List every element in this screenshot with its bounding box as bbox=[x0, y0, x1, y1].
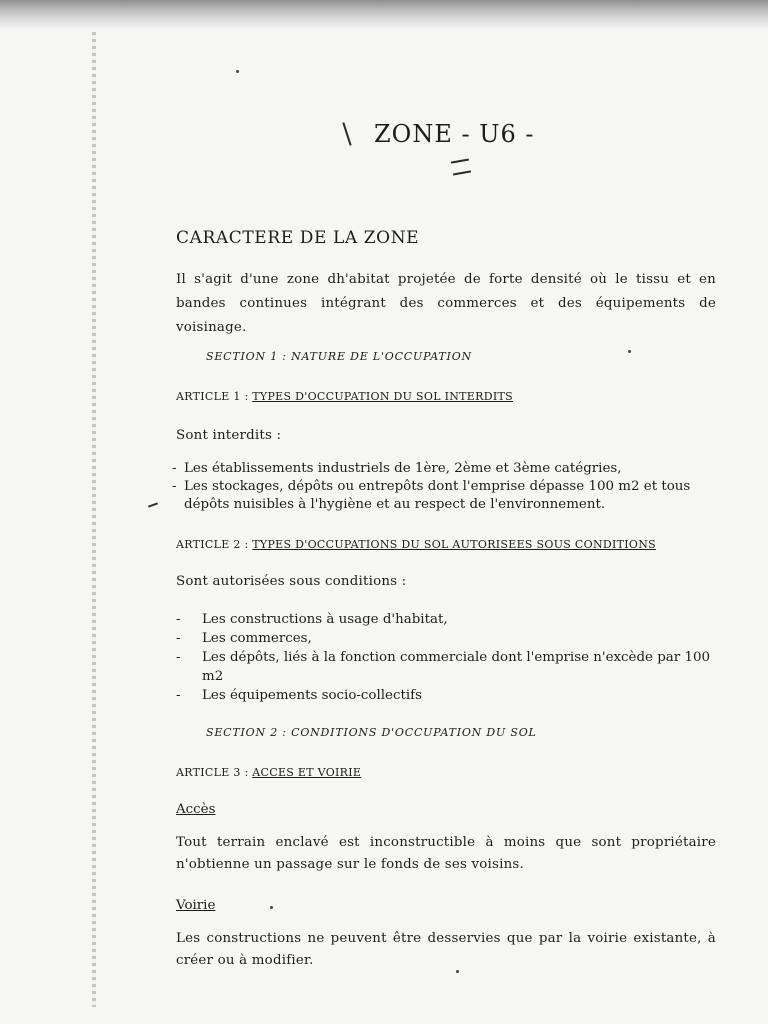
list-item: - Les stockages, dépôts ou entrepôts dont l'emprise dépasse 100 m2 et tous dépôts nuisibles à l'hygiène et au respect de l'environnement. bbox=[172, 479, 691, 512]
list-item: - Les commerces, bbox=[176, 631, 312, 646]
voirie-paragraph: Les constructions ne peuvent être desservies que par la voirie existante, à créer ou à modifier. bbox=[176, 931, 716, 968]
article-1-prefix: ARTICLE 1 : bbox=[176, 390, 253, 403]
article-2-prefix: ARTICLE 2 : bbox=[176, 538, 253, 551]
scan-binding-edge bbox=[92, 32, 96, 1007]
article-1-list bbox=[172, 460, 720, 514]
acces-paragraph: Tout terrain enclavé est inconstructible à moins que sont propriétaire n'obtienne un passage sur le fonds de ses voisins. bbox=[176, 835, 716, 872]
article-3-heading bbox=[176, 766, 361, 779]
scan-speck bbox=[236, 70, 239, 73]
list-item: - Les équipements socio-collectifs bbox=[176, 688, 422, 703]
voirie-heading: Voirie bbox=[176, 898, 216, 913]
zone-title: ZONE - U6 - bbox=[374, 120, 535, 148]
article-1-title: TYPES D'OCCUPATION DU SOL INTERDITS bbox=[252, 390, 513, 403]
caractere-heading: CARACTERE DE LA ZONE bbox=[176, 228, 420, 248]
article-1-heading bbox=[176, 390, 513, 403]
list-item: - Les établissements industriels de 1ère, 2ème et 3ème catégries, bbox=[172, 461, 622, 476]
acces-heading: Accès bbox=[176, 802, 216, 817]
section-2-title: SECTION 2 : CONDITIONS D'OCCUPATION DU SOL bbox=[206, 726, 537, 739]
list-item: - Les constructions à usage d'habitat, bbox=[176, 612, 448, 627]
article-3-title: ACCES ET VOIRIE bbox=[252, 766, 362, 779]
article-2-intro: Sont autorisées sous conditions : bbox=[176, 574, 407, 589]
article-2-title: TYPES D'OCCUPATIONS DU SOL AUTORISEES SOUS CONDITIONS bbox=[252, 538, 656, 551]
article-2-list bbox=[176, 610, 716, 705]
article-2-heading bbox=[176, 538, 656, 551]
handwritten-margin-mark bbox=[148, 502, 158, 507]
scan-speck bbox=[628, 350, 631, 353]
scan-speck bbox=[270, 906, 273, 909]
handwritten-underline-mark bbox=[451, 159, 471, 176]
scan-top-edge bbox=[0, 0, 768, 30]
list-item: - Les dépôts, liés à la fonction commerciale dont l'emprise n'excède par 100 m2 bbox=[176, 650, 711, 684]
scan-speck bbox=[456, 970, 459, 973]
section-1-title: SECTION 1 : NATURE DE L'OCCUPATION bbox=[206, 350, 472, 363]
article-3-prefix: ARTICLE 3 : bbox=[176, 766, 253, 779]
article-1-intro: Sont interdits : bbox=[176, 428, 282, 443]
caractere-paragraph: Il s'agit d'une zone dh'abitat projetée de forte densité où le tissu et en bandes continues intégrant des commerces et des équipements de voisinage. bbox=[176, 272, 716, 335]
